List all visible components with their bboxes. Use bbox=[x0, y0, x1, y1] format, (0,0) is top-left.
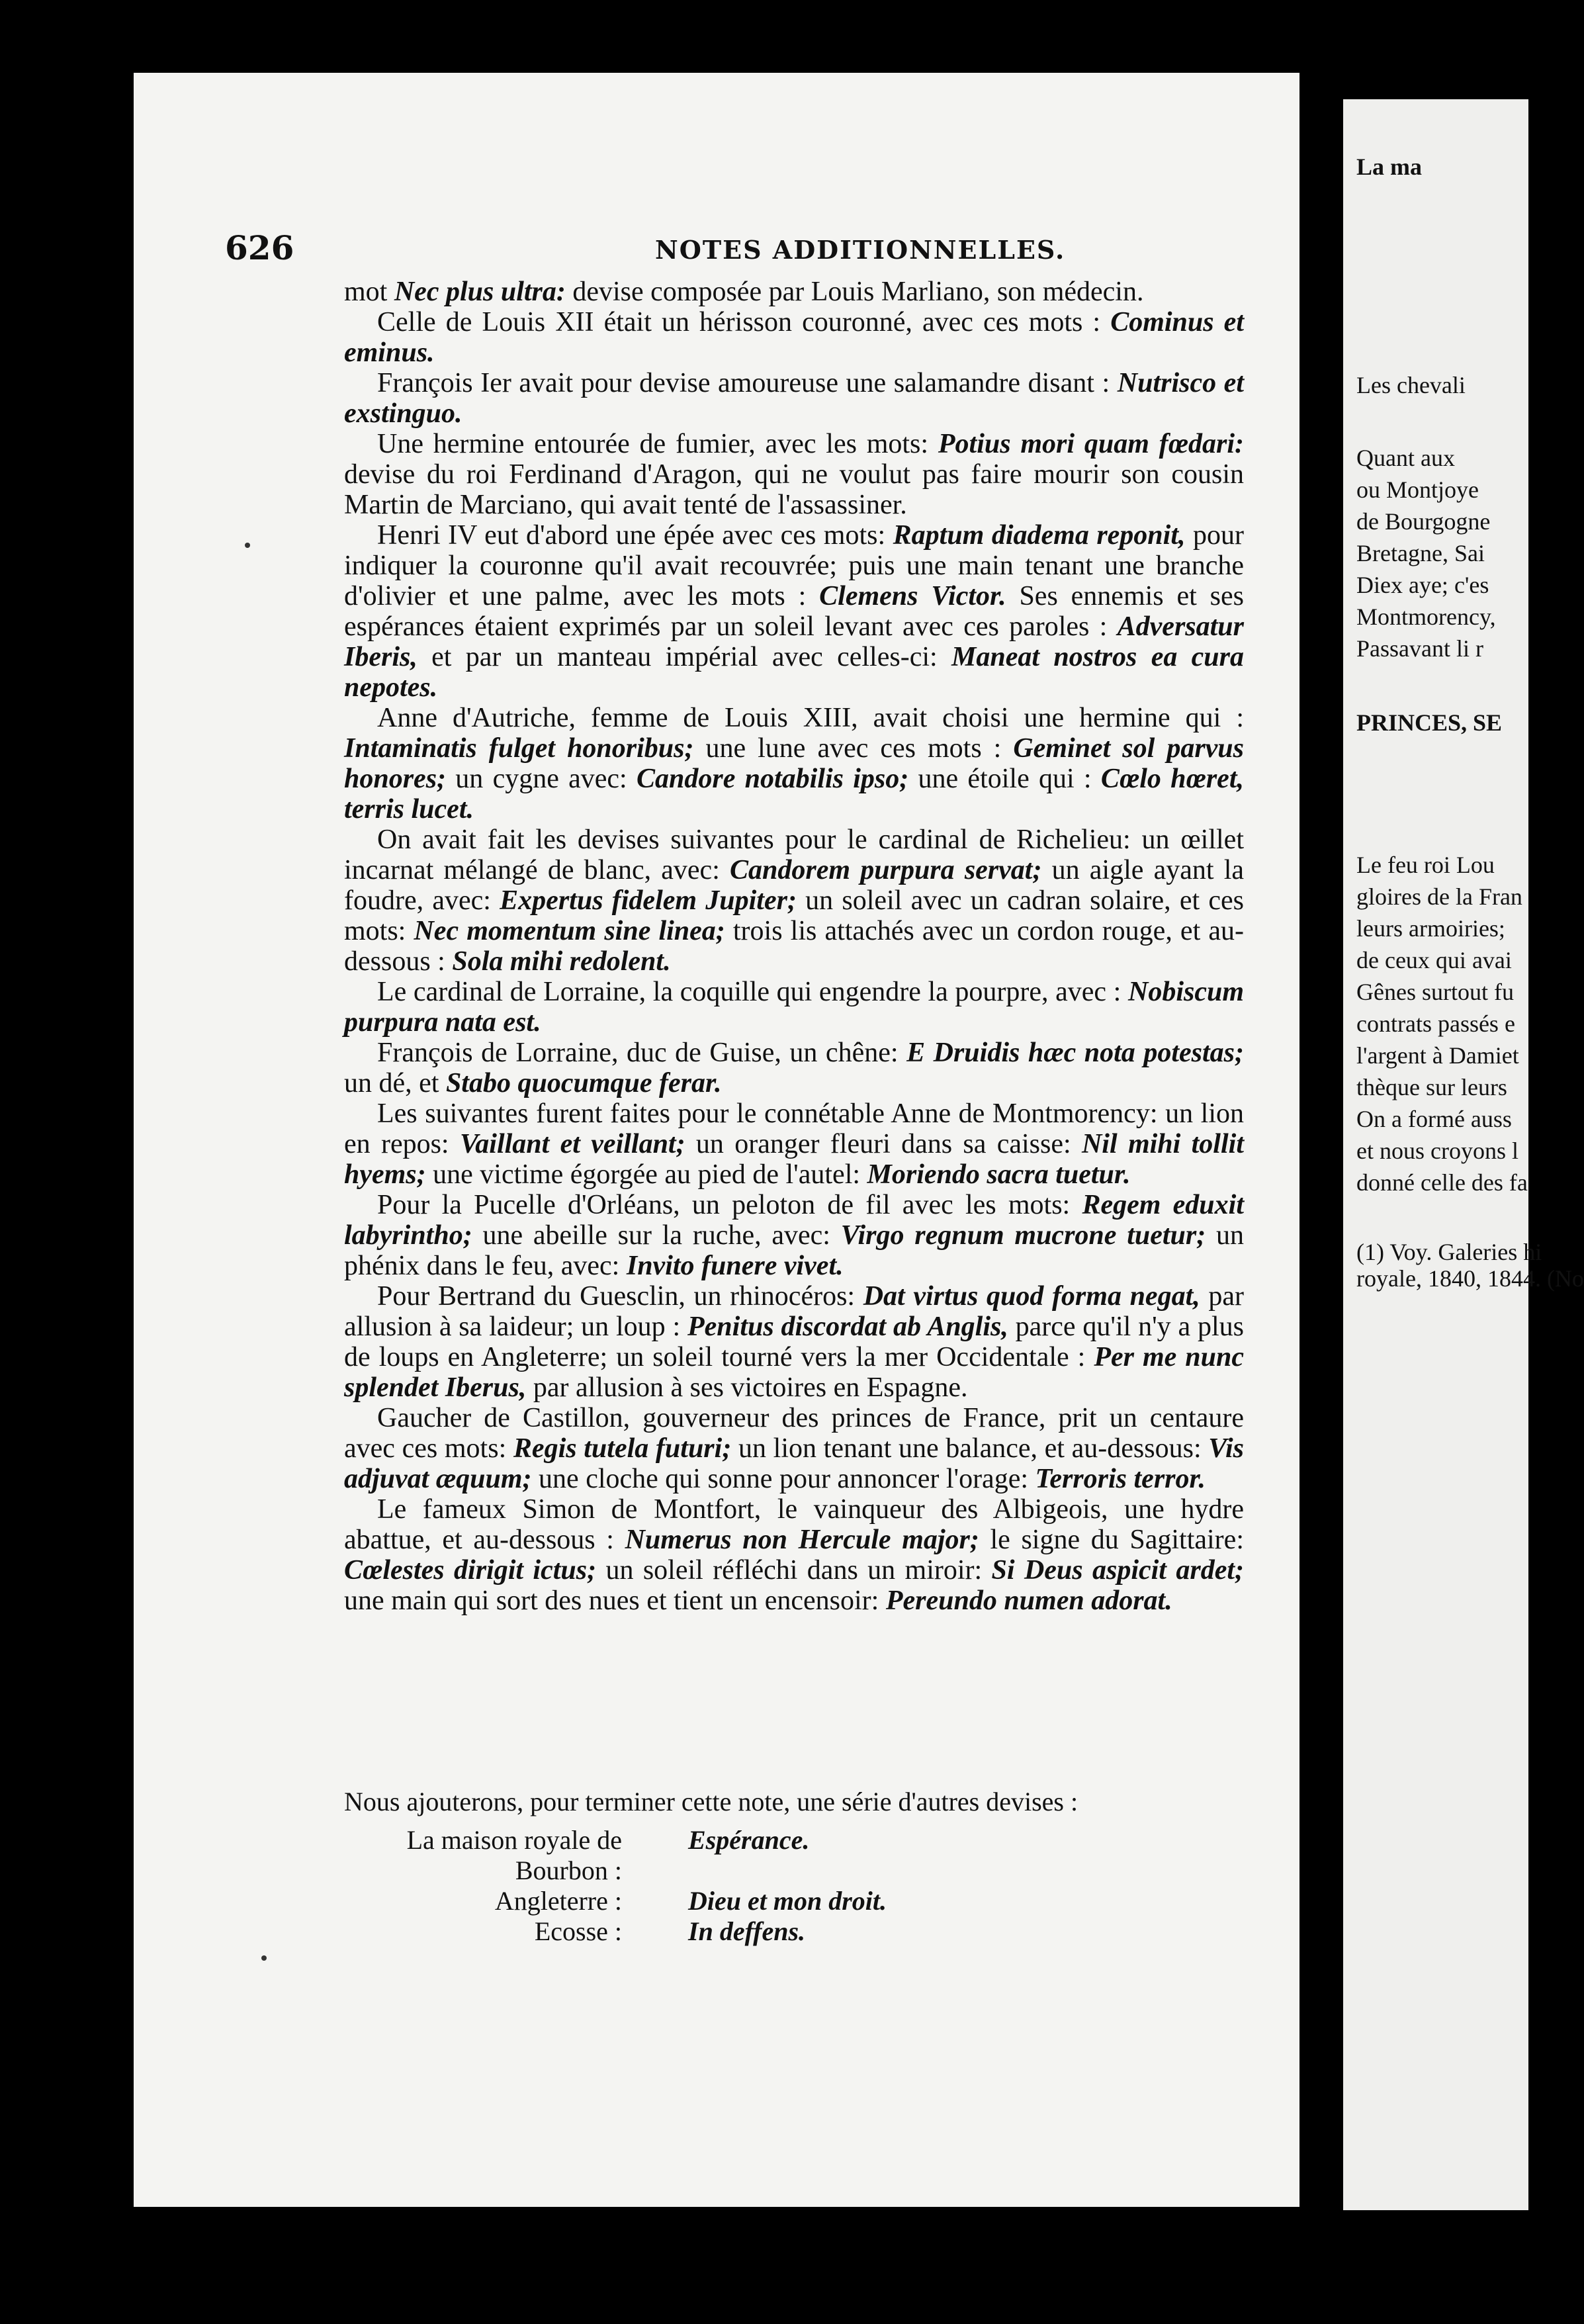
latin-motto: Potius mori quam fœdari: bbox=[938, 429, 1244, 459]
latin-motto: E Druidis hæc nota potestas; bbox=[906, 1038, 1244, 1068]
latin-motto: Si Deus aspicit ardet; bbox=[991, 1555, 1244, 1586]
latin-motto: Dat virtus quod forma negat, bbox=[863, 1281, 1200, 1312]
facing-page-line: Le feu roi Lou bbox=[1356, 852, 1495, 878]
paragraph-text: Le cardinal de Lorraine, la coquille qui engendre la pourpre, avec : bbox=[377, 977, 1128, 1007]
paragraph-text: mot bbox=[344, 277, 394, 307]
devise-motto: Dieu et mon droit. bbox=[688, 1886, 887, 1916]
paragraph-text: un soleil réfléchi dans un miroir: bbox=[596, 1555, 992, 1586]
facing-page-line: Les chevali bbox=[1356, 372, 1466, 398]
paragraph-text: par allusion à sa laideur; un loup : bbox=[344, 1281, 1244, 1342]
paragraph-text: parce qu'il n'y a plus de loups en Angleterre; un soleil tourné vers la mer Occidentale : bbox=[344, 1312, 1244, 1372]
page-header bbox=[225, 228, 1257, 275]
latin-motto: Nobiscum purpura nata est. bbox=[344, 977, 1244, 1038]
paragraph-text: une victime égorgée au pied de l'autel: bbox=[425, 1159, 867, 1190]
latin-motto: Geminet sol parvus honores; bbox=[344, 733, 1245, 794]
latin-motto: Invito funere vivet. bbox=[626, 1251, 844, 1281]
latin-motto: Maneat nostros ea cura nepotes. bbox=[344, 642, 1244, 703]
paragraph-text: Gaucher de Castillon, gouverneur des princes de France, prit un centaure avec ces mots: bbox=[344, 1403, 1244, 1464]
latin-motto: Virgo regnum mucrone tuetur; bbox=[840, 1220, 1206, 1251]
devise-owner: Angleterre : bbox=[494, 1886, 622, 1916]
paragraph-p6 bbox=[344, 703, 1244, 825]
paragraph-p13 bbox=[344, 1403, 1244, 1494]
paragraph-text: un lion tenant une balance, et au-dessous: bbox=[731, 1433, 1209, 1464]
facing-page-line: Gênes surtout fu bbox=[1356, 979, 1514, 1005]
facing-page-line: contrats passés e bbox=[1356, 1010, 1515, 1037]
paragraph-text: une cloche qui sonne pour annoncer l'orage: bbox=[531, 1464, 1035, 1494]
latin-motto: Regem eduxit labyrintho; bbox=[344, 1190, 1244, 1251]
paragraph-p5 bbox=[344, 520, 1244, 703]
latin-motto: Nec plus ultra: bbox=[394, 277, 566, 307]
facing-page-line: Montmorency, bbox=[1356, 603, 1496, 630]
paragraph-text: le signe du Sagittaire: bbox=[979, 1525, 1244, 1555]
latin-motto: Candore notabilis ipso; bbox=[636, 764, 909, 794]
paragraph-p4 bbox=[344, 429, 1244, 520]
latin-motto: Raptum diadema reponit, bbox=[893, 520, 1186, 551]
devises-list bbox=[318, 1787, 1244, 1947]
paragraph-p12 bbox=[344, 1281, 1244, 1403]
paragraph-text: devise du roi Ferdinand d'Aragon, qui ne voulut pas faire mourir son cousin Martin de Marciano, qui avait tenté de l'assassiner. bbox=[344, 459, 1244, 520]
paragraph-p10 bbox=[344, 1098, 1244, 1190]
paragraph-text: Pour la Pucelle d'Orléans, un peloton de fil avec les mots: bbox=[377, 1190, 1082, 1220]
paragraph-text: trois lis attachés avec un cordon rouge, et au-dessous : bbox=[344, 916, 1244, 977]
running-title: NOTES ADDITIONNELLES. bbox=[655, 235, 1066, 265]
paragraph-p1 bbox=[344, 277, 1244, 307]
paragraph-text: Une hermine entourée de fumier, avec les mots: bbox=[377, 429, 938, 459]
latin-motto: Regis tutela futuri; bbox=[513, 1433, 732, 1464]
paragraph-p7 bbox=[344, 825, 1244, 977]
facing-page-line: thèque sur leurs bbox=[1356, 1074, 1507, 1100]
latin-motto: Pereundo numen adorat. bbox=[885, 1586, 1172, 1616]
devise-row bbox=[318, 1886, 1244, 1916]
paragraph-text: un oranger fleuri dans sa caisse: bbox=[685, 1129, 1082, 1159]
paragraph-text: un cygne avec: bbox=[446, 764, 637, 794]
facing-page-line: PRINCES, SE bbox=[1356, 709, 1503, 736]
latin-motto: Adversatur Iberis, bbox=[344, 611, 1244, 672]
facing-page-line: La ma bbox=[1356, 154, 1422, 180]
facing-page-line: donné celle des fa bbox=[1356, 1169, 1528, 1196]
paragraph-text: une étoile qui : bbox=[908, 764, 1101, 794]
paragraph-text: On avait fait les devises suivantes pour le cardinal de Richelieu: un œillet incarnat mélangé de blanc, avec: bbox=[344, 825, 1244, 885]
paragraph-text: Henri IV eut d'abord une épée avec ces mots: bbox=[377, 520, 893, 551]
latin-motto: Cœlestes dirigit ictus; bbox=[344, 1555, 597, 1586]
facing-page-line: leurs armoiries; bbox=[1356, 915, 1505, 942]
latin-motto: Numerus non Hercule major; bbox=[625, 1525, 979, 1555]
paragraph-text: un soleil avec un cadran solaire, et ces mots: bbox=[344, 885, 1244, 946]
speck bbox=[261, 1955, 267, 1961]
paragraph-text: une lune avec ces mots : bbox=[693, 733, 1014, 764]
facing-page-line: et nous croyons l bbox=[1356, 1138, 1518, 1164]
paragraph-text: par allusion à ses victoires en Espagne. bbox=[526, 1372, 968, 1403]
latin-motto: Cominus et eminus. bbox=[344, 307, 1244, 368]
facing-page-line: ou Montjoye bbox=[1356, 476, 1479, 503]
facing-page-line: Passavant li r bbox=[1356, 635, 1483, 662]
paragraph-text: François Ier avait pour devise amoureuse une salamandre disant : bbox=[377, 368, 1118, 398]
book-page-right-partial bbox=[1343, 99, 1584, 2210]
devise-motto: Espérance. bbox=[688, 1825, 810, 1855]
latin-motto: Expertus fidelem Jupiter; bbox=[500, 885, 797, 916]
facing-page-line: Diex aye; c'es bbox=[1356, 572, 1489, 598]
facing-page-line: Bretagne, Sai bbox=[1356, 540, 1485, 566]
latin-motto: Nec momentum sine linea; bbox=[414, 916, 725, 946]
latin-motto: Nutrisco et exstinguo. bbox=[344, 368, 1244, 429]
paragraph-p3 bbox=[344, 368, 1244, 429]
devise-owner: Ecosse : bbox=[534, 1916, 622, 1946]
latin-motto: Vaillant et veillant; bbox=[459, 1129, 685, 1159]
paragraph-p9 bbox=[344, 1038, 1244, 1098]
latin-motto: Penitus discordat ab Anglis, bbox=[687, 1312, 1008, 1342]
speck bbox=[245, 543, 250, 548]
devise-row bbox=[318, 1916, 1244, 1947]
paragraph-text: Le fameux Simon de Montfort, le vainqueur des Albigeois, une hydre abattue, et au-dessous : bbox=[344, 1494, 1244, 1555]
latin-motto: Cœlo hœret, terris lucet. bbox=[344, 764, 1244, 825]
paragraph-p11 bbox=[344, 1190, 1244, 1281]
paragraph-text: Celle de Louis XII était un hérisson couronné, avec ces mots : bbox=[377, 307, 1111, 337]
paragraph-text: pour indiquer la couronne qu'il avait recouvrée; puis une main tenant une branche d'olivier et une palme, avec les mots : bbox=[344, 520, 1244, 611]
latin-motto: Clemens Victor. bbox=[819, 581, 1006, 611]
paragraph-p14 bbox=[344, 1494, 1244, 1616]
devises-intro: Nous ajouterons, pour terminer cette note, une série d'autres devises : bbox=[344, 1787, 1078, 1816]
latin-motto: Per me nunc splendet Iberus, bbox=[344, 1342, 1244, 1403]
latin-motto: Moriendo sacra tuetur. bbox=[867, 1159, 1131, 1190]
paragraph-text: un dé, et bbox=[344, 1068, 446, 1098]
facing-page-line: de Bourgogne bbox=[1356, 508, 1491, 535]
paragraph-text: François de Lorraine, duc de Guise, un chêne: bbox=[377, 1038, 907, 1068]
facing-page-line: On a formé auss bbox=[1356, 1106, 1512, 1132]
devise-motto: In deffens. bbox=[688, 1916, 806, 1946]
latin-motto: Candorem purpura servat; bbox=[730, 855, 1042, 885]
devise-owner: La maison royale de Bourbon : bbox=[406, 1825, 622, 1885]
latin-motto: Terroris terror. bbox=[1035, 1464, 1206, 1494]
paragraph-text: Ses ennemis et ses espérances étaient exprimés par un soleil levant avec ces paroles : bbox=[344, 581, 1245, 642]
devise-row bbox=[318, 1825, 1244, 1886]
paragraph-text: et par un manteau impérial avec celles-ci: bbox=[417, 642, 951, 672]
facing-page-line: royale, 1840, 1844. (No bbox=[1356, 1265, 1584, 1292]
facing-page-line: Quant aux bbox=[1356, 445, 1455, 471]
facing-page-line: (1) Voy. Galeries hi bbox=[1356, 1239, 1542, 1265]
notes-body bbox=[344, 277, 1244, 1616]
paragraph-text: une main qui sort des nues et tient un encensoir: bbox=[344, 1586, 886, 1616]
latin-motto: Vis adjuvat æquum; bbox=[344, 1433, 1244, 1494]
paragraph-p2 bbox=[344, 307, 1244, 368]
latin-motto: Sola mihi redolent. bbox=[452, 946, 671, 977]
paragraph-text: Anne d'Autriche, femme de Louis XIII, avait choisi une hermine qui : bbox=[377, 703, 1244, 733]
page-number: 626 bbox=[225, 228, 294, 267]
paragraph-text: une abeille sur la ruche, avec: bbox=[472, 1220, 841, 1251]
paragraph-text: un aigle ayant la foudre, avec: bbox=[344, 855, 1245, 916]
paragraph-text: un phénix dans le feu, avec: bbox=[344, 1220, 1244, 1281]
latin-motto: Intaminatis fulget honoribus; bbox=[344, 733, 694, 764]
paragraph-text: Les suivantes furent faites pour le connétable Anne de Montmorency: un lion en repos: bbox=[344, 1098, 1244, 1159]
facing-page-line: l'argent à Damiet bbox=[1356, 1042, 1519, 1069]
paragraph-text: devise composée par Louis Marliano, son médecin. bbox=[565, 277, 1144, 307]
facing-page-line: gloires de la Fran bbox=[1356, 883, 1522, 910]
paragraph-p8 bbox=[344, 977, 1244, 1038]
latin-motto: Stabo quocumque ferar. bbox=[445, 1068, 722, 1098]
facing-page-line: de ceux qui avai bbox=[1356, 947, 1512, 973]
paragraph-text: Pour Bertrand du Guesclin, un rhinocéros: bbox=[377, 1281, 863, 1312]
latin-motto: Nil mihi tollit hyems; bbox=[344, 1129, 1244, 1190]
